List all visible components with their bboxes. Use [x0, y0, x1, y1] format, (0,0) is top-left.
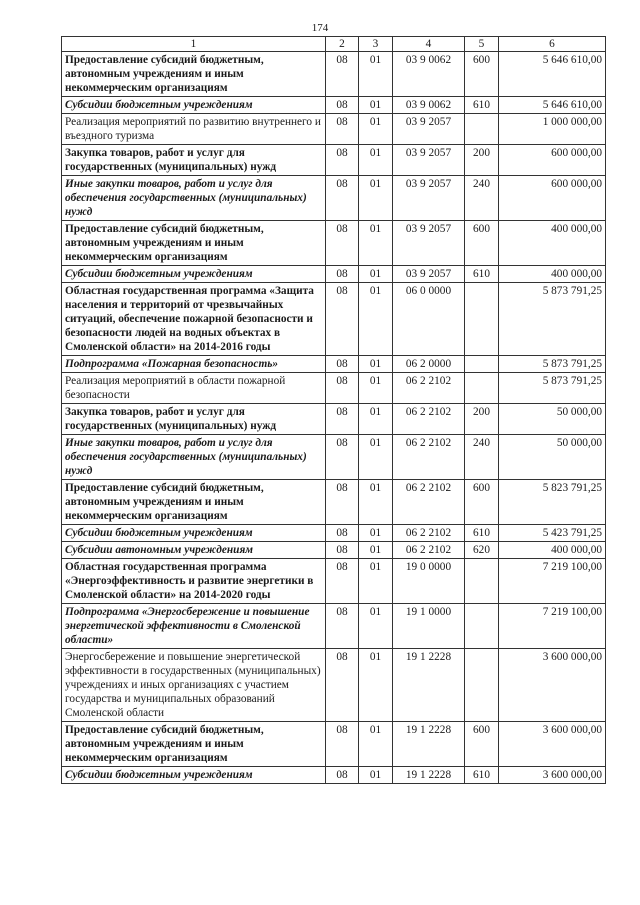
row-expense-type-code: 240 — [465, 435, 499, 480]
row-subsection-code: 01 — [359, 97, 393, 114]
row-amount: 400 000,00 — [499, 266, 606, 283]
row-amount: 400 000,00 — [499, 542, 606, 559]
table-row — [62, 649, 606, 722]
column-header-3: 3 — [359, 37, 393, 52]
row-subsection-code: 01 — [359, 525, 393, 542]
row-target-code: 06 2 2102 — [393, 480, 465, 525]
row-section-code: 08 — [326, 114, 359, 145]
row-target-code: 03 9 2057 — [393, 176, 465, 221]
row-expense-type-code: 200 — [465, 404, 499, 435]
row-subsection-code: 01 — [359, 404, 393, 435]
row-expense-type-code — [465, 604, 499, 649]
row-target-code: 03 9 0062 — [393, 52, 465, 97]
column-header-4: 4 — [393, 37, 465, 52]
row-amount: 5 873 791,25 — [499, 283, 606, 356]
row-target-code: 19 1 0000 — [393, 604, 465, 649]
row-name: Субсидии автономным учреждениям — [62, 542, 326, 559]
table-row — [62, 404, 606, 435]
row-section-code: 08 — [326, 266, 359, 283]
row-target-code: 03 9 2057 — [393, 221, 465, 266]
row-amount: 600 000,00 — [499, 176, 606, 221]
row-section-code: 08 — [326, 525, 359, 542]
row-target-code: 06 0 0000 — [393, 283, 465, 356]
row-expense-type-code: 600 — [465, 480, 499, 525]
row-amount: 600 000,00 — [499, 145, 606, 176]
row-subsection-code: 01 — [359, 604, 393, 649]
table-row — [62, 266, 606, 283]
row-subsection-code: 01 — [359, 176, 393, 221]
row-amount: 5 646 610,00 — [499, 97, 606, 114]
row-name: Подпрограмма «Пожарная безопасность» — [62, 356, 326, 373]
table-row — [62, 559, 606, 604]
row-expense-type-code: 600 — [465, 221, 499, 266]
row-amount: 5 873 791,25 — [499, 373, 606, 404]
row-expense-type-code: 200 — [465, 145, 499, 176]
row-section-code: 08 — [326, 356, 359, 373]
row-section-code: 08 — [326, 221, 359, 266]
row-target-code: 06 2 2102 — [393, 373, 465, 404]
table-row — [62, 283, 606, 356]
row-target-code: 06 2 0000 — [393, 356, 465, 373]
row-subsection-code: 01 — [359, 266, 393, 283]
row-name: Закупка товаров, работ и услуг для государственных (муниципальных) нужд — [62, 145, 326, 176]
row-name: Реализация мероприятий в области пожарной безопасности — [62, 373, 326, 404]
row-section-code: 08 — [326, 649, 359, 722]
row-subsection-code: 01 — [359, 356, 393, 373]
row-name: Иные закупки товаров, работ и услуг для обеспечения государственных (муниципальных) нужд — [62, 176, 326, 221]
table-row — [62, 722, 606, 767]
row-target-code: 06 2 2102 — [393, 404, 465, 435]
row-amount: 7 219 100,00 — [499, 604, 606, 649]
row-subsection-code: 01 — [359, 559, 393, 604]
header-row — [62, 37, 606, 52]
row-name: Предоставление субсидий бюджетным, автономным учреждениям и иным некоммерческим организациям — [62, 480, 326, 525]
table-row — [62, 176, 606, 221]
row-amount: 50 000,00 — [499, 404, 606, 435]
row-section-code: 08 — [326, 373, 359, 404]
row-subsection-code: 01 — [359, 145, 393, 176]
row-subsection-code: 01 — [359, 480, 393, 525]
row-expense-type-code — [465, 356, 499, 373]
column-header-2: 2 — [326, 37, 359, 52]
row-section-code: 08 — [326, 97, 359, 114]
row-name: Закупка товаров, работ и услуг для государственных (муниципальных) нужд — [62, 404, 326, 435]
row-amount: 3 600 000,00 — [499, 722, 606, 767]
table-row — [62, 373, 606, 404]
table-row — [62, 221, 606, 266]
table-row — [62, 52, 606, 97]
row-target-code: 19 1 2228 — [393, 649, 465, 722]
table-header — [62, 37, 606, 52]
row-section-code: 08 — [326, 604, 359, 649]
row-name: Предоставление субсидий бюджетным, автономным учреждениям и иным некоммерческим организациям — [62, 52, 326, 97]
row-name: Подпрограмма «Энергосбережение и повышение энергетической эффективности в Смоленской области» — [62, 604, 326, 649]
row-section-code: 08 — [326, 435, 359, 480]
table-row — [62, 525, 606, 542]
row-expense-type-code: 240 — [465, 176, 499, 221]
row-target-code: 19 1 2228 — [393, 722, 465, 767]
row-target-code: 03 9 2057 — [393, 114, 465, 145]
table-row — [62, 435, 606, 480]
row-expense-type-code: 610 — [465, 525, 499, 542]
row-target-code: 19 0 0000 — [393, 559, 465, 604]
row-target-code: 03 9 2057 — [393, 145, 465, 176]
row-subsection-code: 01 — [359, 767, 393, 784]
row-target-code: 06 2 2102 — [393, 435, 465, 480]
row-section-code: 08 — [326, 145, 359, 176]
row-expense-type-code: 620 — [465, 542, 499, 559]
row-expense-type-code — [465, 283, 499, 356]
row-subsection-code: 01 — [359, 722, 393, 767]
row-name: Иные закупки товаров, работ и услуг для обеспечения государственных (муниципальных) нужд — [62, 435, 326, 480]
row-subsection-code: 01 — [359, 373, 393, 404]
row-expense-type-code — [465, 373, 499, 404]
row-expense-type-code: 600 — [465, 722, 499, 767]
row-subsection-code: 01 — [359, 114, 393, 145]
row-target-code: 03 9 2057 — [393, 266, 465, 283]
row-amount: 5 646 610,00 — [499, 52, 606, 97]
row-name: Предоставление субсидий бюджетным, автономным учреждениям и иным некоммерческим организациям — [62, 221, 326, 266]
row-amount: 3 600 000,00 — [499, 649, 606, 722]
row-subsection-code: 01 — [359, 283, 393, 356]
row-section-code: 08 — [326, 767, 359, 784]
row-expense-type-code: 610 — [465, 97, 499, 114]
row-amount: 5 823 791,25 — [499, 480, 606, 525]
table-row — [62, 767, 606, 784]
table-row — [62, 97, 606, 114]
row-expense-type-code: 610 — [465, 767, 499, 784]
row-section-code: 08 — [326, 480, 359, 525]
table-row — [62, 145, 606, 176]
row-subsection-code: 01 — [359, 435, 393, 480]
row-section-code: 08 — [326, 559, 359, 604]
row-target-code: 06 2 2102 — [393, 525, 465, 542]
row-target-code: 06 2 2102 — [393, 542, 465, 559]
row-amount: 50 000,00 — [499, 435, 606, 480]
row-name: Областная государственная программа «Энергоэффективность и развитие энергетики в Смоленской области» на 2014-2020 годы — [62, 559, 326, 604]
row-expense-type-code — [465, 114, 499, 145]
row-expense-type-code — [465, 649, 499, 722]
row-subsection-code: 01 — [359, 52, 393, 97]
page-number: 174 — [311, 22, 329, 34]
table-row — [62, 114, 606, 145]
row-subsection-code: 01 — [359, 221, 393, 266]
row-target-code: 19 1 2228 — [393, 767, 465, 784]
row-amount: 5 423 791,25 — [499, 525, 606, 542]
row-name: Реализация мероприятий по развитию внутреннего и въездного туризма — [62, 114, 326, 145]
table-row — [62, 604, 606, 649]
row-section-code: 08 — [326, 52, 359, 97]
row-name: Областная государственная программа «Защита населения и территорий от чрезвычайных ситуаций, обеспечение пожарной безопасности и безопасности людей на водных объектах в Смоленской области» на 2014-2016 годы — [62, 283, 326, 356]
column-header-5: 5 — [465, 37, 499, 52]
row-section-code: 08 — [326, 176, 359, 221]
row-expense-type-code: 600 — [465, 52, 499, 97]
table-row — [62, 356, 606, 373]
row-expense-type-code: 610 — [465, 266, 499, 283]
row-target-code: 03 9 0062 — [393, 97, 465, 114]
row-name: Субсидии бюджетным учреждениям — [62, 266, 326, 283]
budget-table — [61, 36, 606, 784]
row-name: Субсидии бюджетным учреждениям — [62, 525, 326, 542]
row-amount: 7 219 100,00 — [499, 559, 606, 604]
row-amount: 400 000,00 — [499, 221, 606, 266]
column-header-1: 1 — [62, 37, 326, 52]
row-name: Субсидии бюджетным учреждениям — [62, 97, 326, 114]
row-name: Предоставление субсидий бюджетным, автономным учреждениям и иным некоммерческим организациям — [62, 722, 326, 767]
row-subsection-code: 01 — [359, 542, 393, 559]
row-amount: 5 873 791,25 — [499, 356, 606, 373]
row-section-code: 08 — [326, 722, 359, 767]
row-name: Энергосбережение и повышение энергетической эффективности в государственных (муниципальных) учреждениях и иных организациях с участием государства и муниципальных образований Смоленской области — [62, 649, 326, 722]
table-body — [62, 52, 606, 784]
row-subsection-code: 01 — [359, 649, 393, 722]
row-expense-type-code — [465, 559, 499, 604]
row-section-code: 08 — [326, 542, 359, 559]
table-row — [62, 480, 606, 525]
row-amount: 3 600 000,00 — [499, 767, 606, 784]
table-row — [62, 542, 606, 559]
row-name: Субсидии бюджетным учреждениям — [62, 767, 326, 784]
column-header-6: 6 — [499, 37, 606, 52]
row-section-code: 08 — [326, 283, 359, 356]
row-section-code: 08 — [326, 404, 359, 435]
row-amount: 1 000 000,00 — [499, 114, 606, 145]
